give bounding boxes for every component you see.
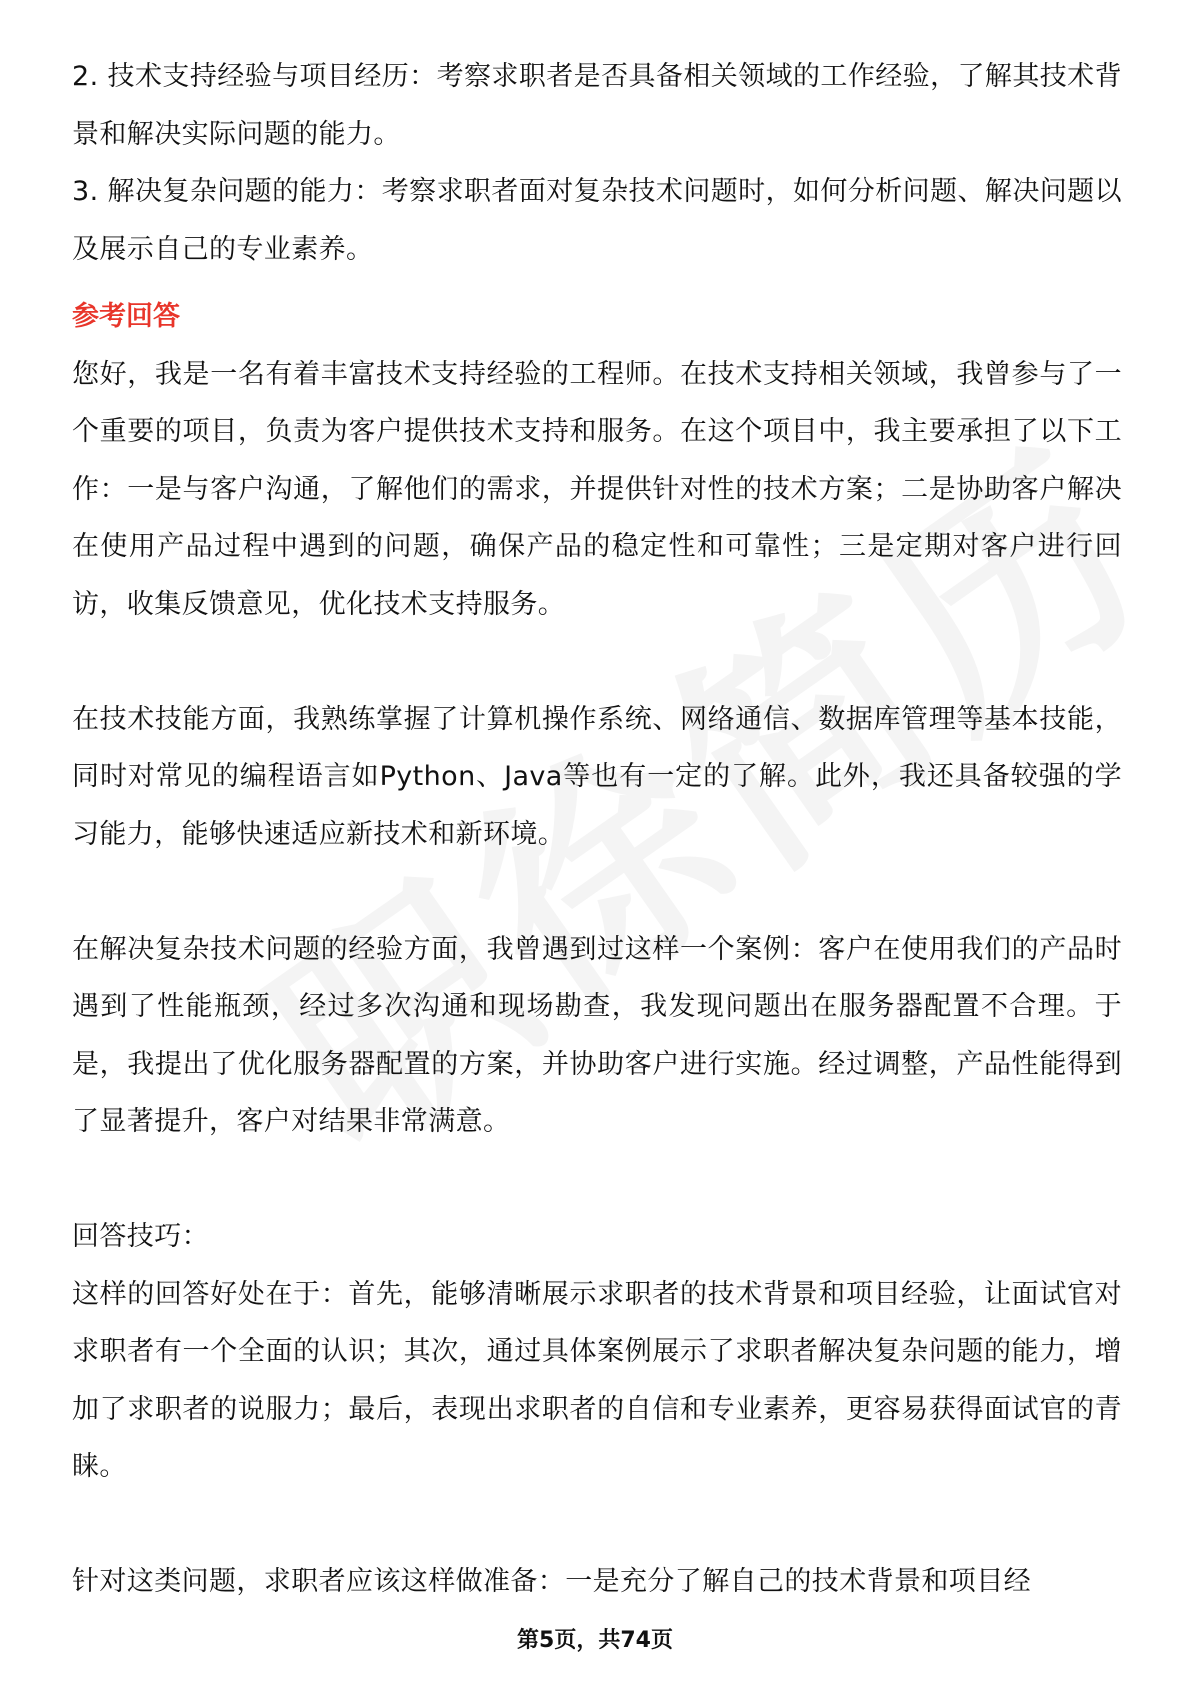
- preparation-paragraph: 针对这类问题，求职者应该这样做准备：一是充分了解自己的技术背景和项目经: [72, 1566, 1031, 1597]
- page-number: 第5页，共74页: [517, 1628, 673, 1653]
- reference-answer-title: 参考回答: [72, 301, 180, 332]
- page-content: [72, 48, 1122, 1611]
- reference-paragraph-1: 您好，我是一名有着丰富技术支持经验的工程师。在技术支持相关领域，我曾参与了一个重要的项目，负责为客户提供技术支持和服务。在这个项目中，我主要承担了以下工作：一是与客户沟通，了解他们的需求，并提供针对性的技术方案；二是协助客户解决在使用产品过程中遇到的问题，确保产品的稳定性和可靠性；三是定期对客户进行回访，收集反馈意见，优化技术支持服务。: [72, 358, 1122, 620]
- paragraph-spacer: [72, 633, 1122, 691]
- reference-paragraph-3: 在解决复杂技术问题的经验方面，我曾遇到过这样一个案例：客户在使用我们的产品时遇到了性能瓶颈，经过多次沟通和现场勘查，我发现问题出在服务器配置不合理。于是，我提出了优化服务器配置的方案，并协助客户进行实施。经过调整，产品性能得到了显著提升，客户对结果非常满意。: [72, 933, 1122, 1137]
- intro-item-3: 3. 解决复杂问题的能力：考察求职者面对复杂技术问题时，如何分析问题、解决问题以及展示自己的专业素养。: [72, 176, 1122, 265]
- tips-heading: 回答技巧：: [72, 1221, 209, 1252]
- paragraph-spacer: [72, 1496, 1122, 1554]
- paragraph-spacer: [72, 1151, 1122, 1209]
- paragraph-spacer: [72, 863, 1122, 921]
- intro-item-2: 2. 技术支持经验与项目经历：考察求职者是否具备相关领域的工作经验，了解其技术背景和解决实际问题的能力。: [72, 61, 1122, 150]
- reference-paragraph-2: 在技术技能方面，我熟练掌握了计算机操作系统、网络通信、数据库管理等基本技能，同时对常见的编程语言如Python、Java等也有一定的了解。此外，我还具备较强的学习能力，能够快速适应新技术和新环境。: [72, 703, 1122, 850]
- tips-paragraph: 这样的回答好处在于：首先，能够清晰展示求职者的技术背景和项目经验，让面试官对求职者有一个全面的认识；其次，通过具体案例展示了求职者解决复杂问题的能力，增加了求职者的说服力；最后，表现出求职者的自信和专业素养，更容易获得面试官的青睐。: [72, 1278, 1122, 1482]
